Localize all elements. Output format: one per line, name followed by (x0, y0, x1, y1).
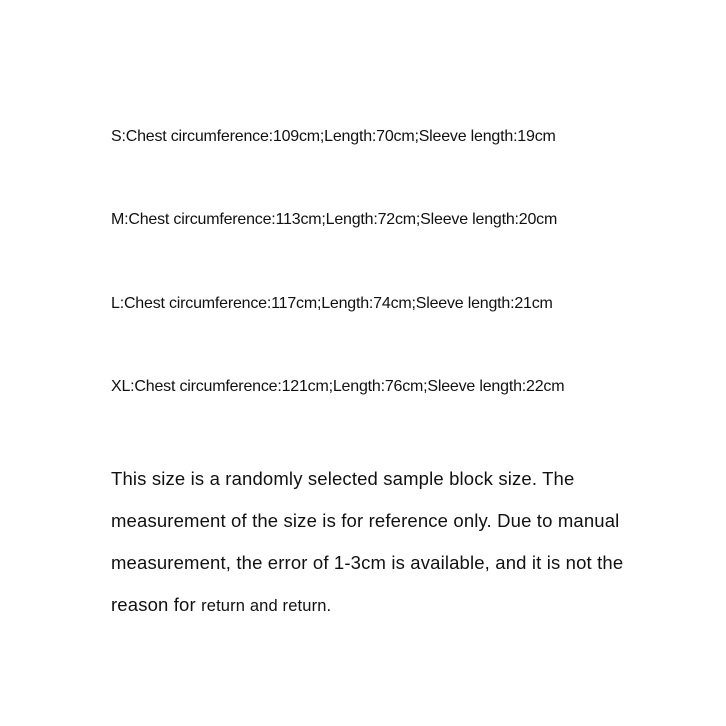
size-s-line: S:Chest circumference:109cm;Length:70cm;Sleeve length:19cm (111, 128, 556, 145)
note-line-4 (111, 584, 671, 627)
note-line-4-start: reason for (111, 594, 202, 615)
note-line-1: This size is a randomly selected sample block size. The (111, 468, 575, 489)
note-line-4-end: return and return. (201, 597, 332, 615)
note-line-2: measurement of the size is for reference only. Due to manual (111, 510, 620, 531)
measurement-note (111, 458, 671, 627)
size-xl-line: XL:Chest circumference:121cm;Length:76cm;Sleeve length:22cm (111, 378, 565, 395)
size-l-line: L:Chest circumference:117cm;Length:74cm;Sleeve length:21cm (111, 295, 553, 312)
size-m-line: M:Chest circumference:113cm;Length:72cm;Sleeve length:20cm (111, 211, 558, 228)
note-line-3: measurement, the error of 1-3cm is available, and it is not the (111, 552, 624, 573)
